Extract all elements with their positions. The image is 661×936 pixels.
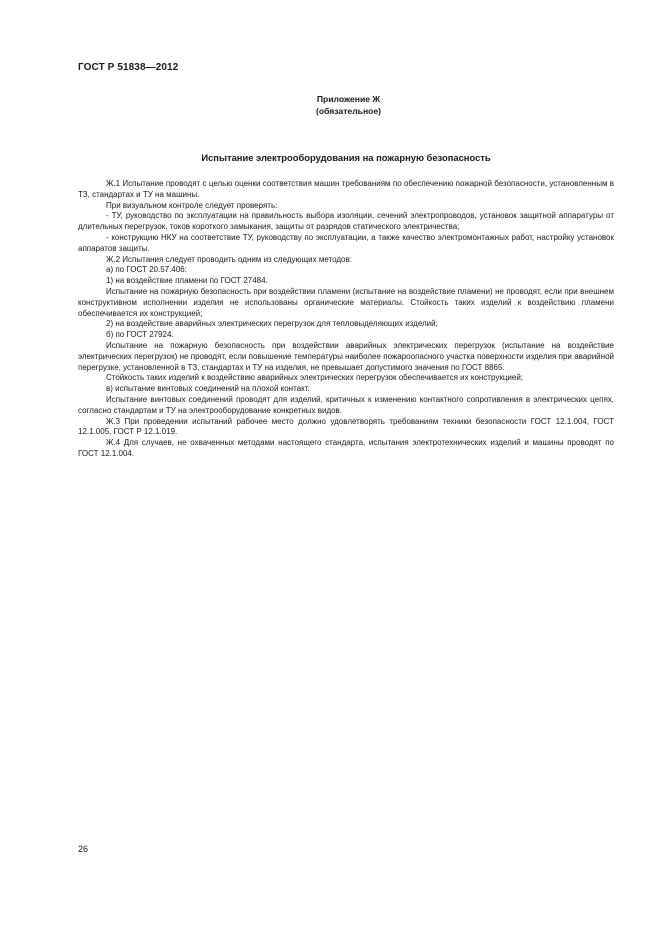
paragraph: в) испытание винтовых соединений на плохой контакт.	[106, 384, 310, 394]
paragraph: Испытание на пожарную безопасность при воздействии аварийных электрических перегрузок (испытание на воздействие электрических перегрузок) не проводят, если повышение температуры наиболее пожароопасного участка поверхности изделия при аварийной перегрузке, установленной в ТЗ, стандартах и ТУ на изделия, не превышает допустимого значения по ГОСТ 8865.	[78, 340, 614, 372]
paragraph: 2) на воздействие аварийных электрических перегрузок для тепловыделяющих изделий;	[106, 319, 438, 329]
appendix-label: Приложение Ж	[316, 94, 381, 104]
paragraph: Стойкость таких изделий к воздействию аварийных электрических перегрузок обеспечивается их конструкцией;	[106, 373, 524, 383]
section-title: Испытание электрооборудования на пожарную безопасность	[201, 152, 491, 163]
paragraph: Испытание на пожарную безопасность при воздействии пламени (испытание на воздействие пламени) не проводят, если при внешнем конструктивном исполнении изделия не использованы органические материалы. Стойкость таких изделий к воздействию пламени обеспечивается их конструкцией;	[78, 286, 614, 318]
standard-code: ГОСТ Р 51838—2012	[78, 62, 179, 73]
paragraph: Испытание винтовых соединений проводят для изделий, критичных к изменению контактного сопротивления в электрических цепях, согласно стандартам и ТУ на электрооборудование конкретных видов.	[78, 394, 614, 415]
page-number: 26	[78, 844, 89, 854]
paragraph: При визуальном контроле следует проверять:	[106, 200, 278, 210]
paragraph: б) по ГОСТ 27924.	[106, 330, 174, 340]
appendix-status: (обязательное)	[315, 106, 382, 116]
paragraph: а) по ГОСТ 20.57.406:	[106, 265, 187, 275]
appendix-heading	[0, 93, 661, 117]
paragraph: Ж.2 Испытания следует проводить одним из следующих методов:	[106, 254, 352, 264]
paragraph: - конструкцию НКУ на соответствие ТУ, руководству по эксплуатации, а также качество электромонтажных работ, настройку установок аппаратов защиты.	[78, 232, 614, 253]
paragraph: Ж.3 При проведении испытаний рабочее место должно удовлетворять требованиям техники безопасности ГОСТ 12.1.004, ГОСТ 12.1.005, ГОСТ Р 12.1.019.	[78, 416, 614, 437]
paragraph: 1) на воздействие пламени по ГОСТ 27484.	[106, 276, 268, 286]
paragraph: Ж.4 Для случаев, не охваченных методами настоящего стандарта, испытания электротехнических изделий и машины проводят по ГОСТ 12.1.004.	[78, 438, 614, 458]
document-body	[78, 179, 614, 460]
paragraph: - ТУ, руководство по эксплуатации на правильность выбора изоляции, сечений электропроводов, установок защитной аппаратуры от длительных перегрузок, токов короткого замыкания, защиты от разрядов статического электричества;	[78, 211, 614, 232]
paragraph: Ж.1 Испытание проводят с целью оценки соответствия машин требованиям по обеспечению пожарной безопасности, установленным в ТЗ, стандартах и ТУ на машины.	[78, 179, 614, 199]
